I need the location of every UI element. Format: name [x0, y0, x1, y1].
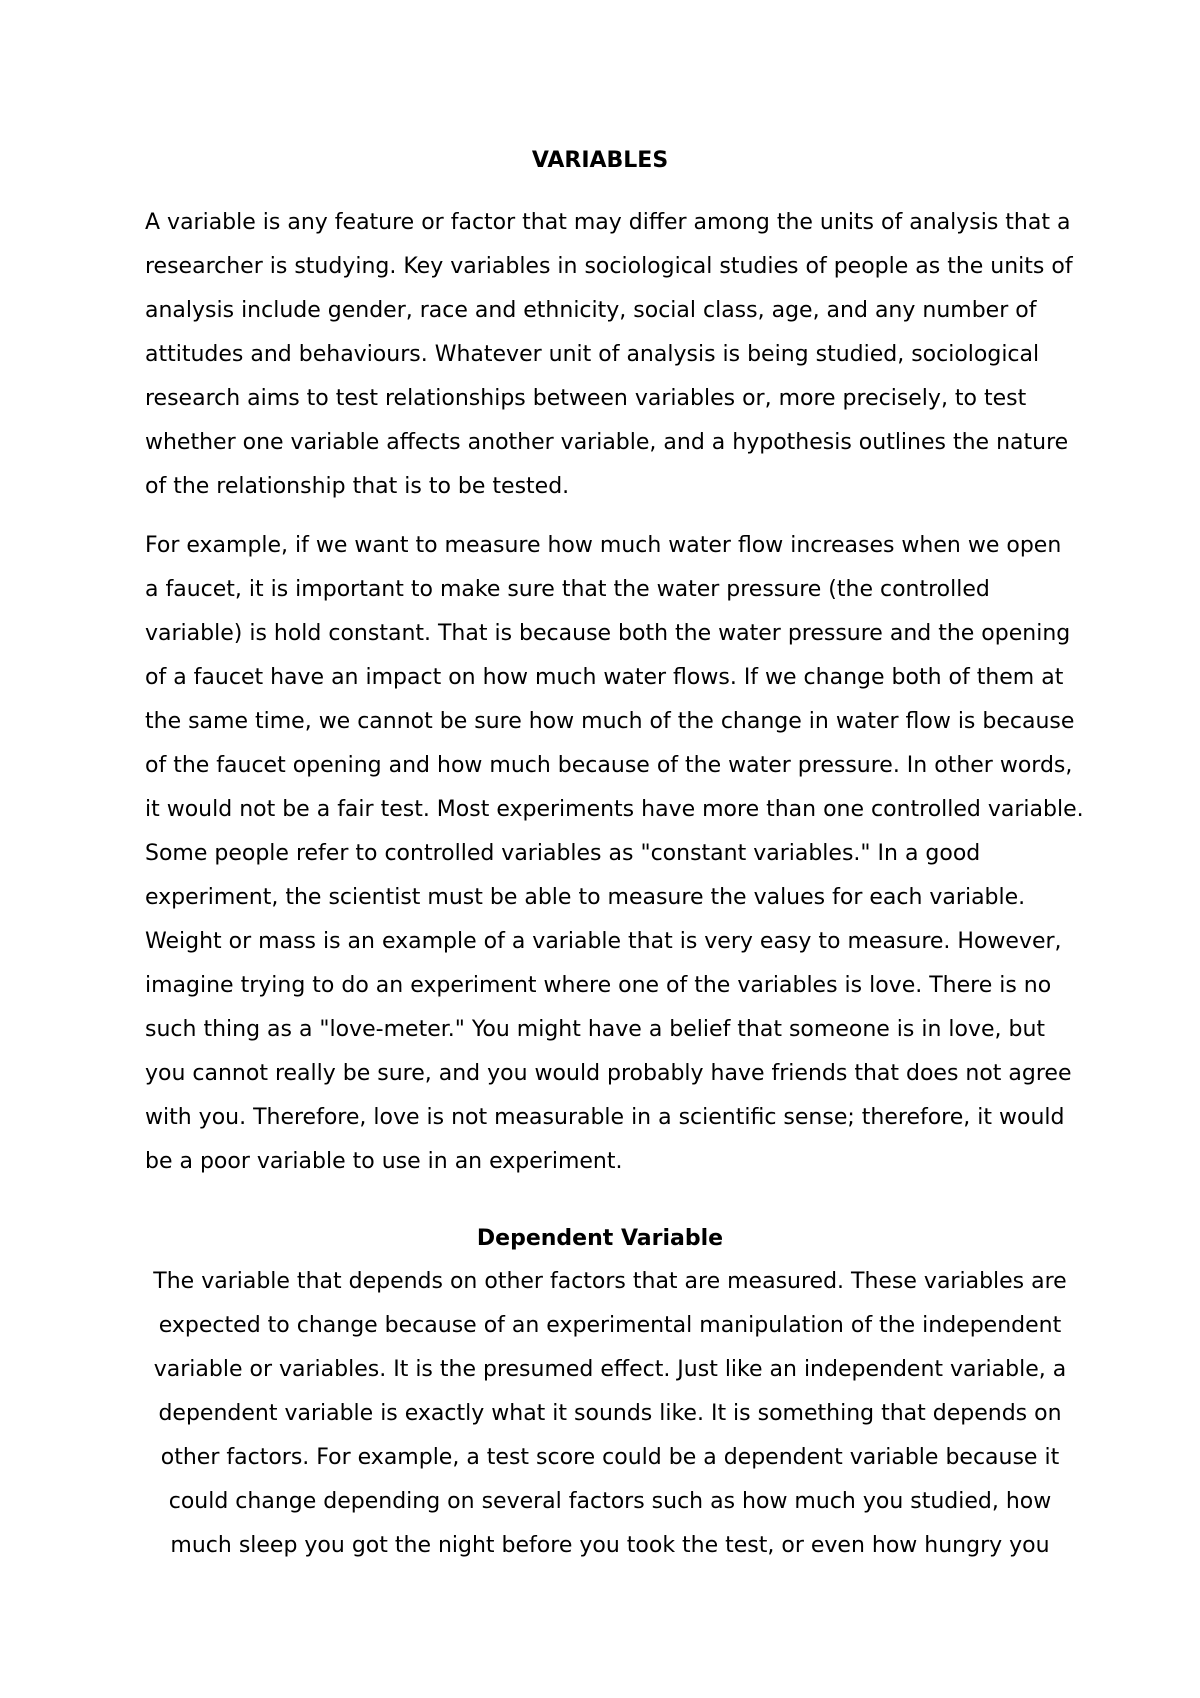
- text-line: dependent variable is exactly what it sounds like. It is something that depends on: [158, 1401, 1062, 1426]
- paragraph-example: [145, 524, 1084, 1184]
- text-line: imagine trying to do an experiment where one of the variables is love. There is no: [145, 973, 1052, 998]
- text-line: Some people refer to controlled variables as "constant variables." In a good: [145, 841, 981, 866]
- text-line: variable or variables. It is the presumed effect. Just like an independent variable, a: [153, 1357, 1067, 1382]
- text-line: a faucet, it is important to make sure that the water pressure (the controlled: [145, 577, 990, 602]
- paragraph-dependent-variable: [140, 1260, 1080, 1568]
- text-line: A variable is any feature or factor that may differ among the units of analysis that a: [145, 210, 1071, 235]
- text-line: experiment, the scientist must be able to measure the values for each variable.: [145, 885, 1026, 910]
- text-line: attitudes and behaviours. Whatever unit of analysis is being studied, sociological: [145, 342, 1040, 367]
- text-line: The variable that depends on other factors that are measured. These variables are: [153, 1269, 1067, 1294]
- text-line: could change depending on several factors such as how much you studied, how: [168, 1489, 1052, 1514]
- text-line: other factors. For example, a test score could be a dependent variable because it: [160, 1445, 1060, 1470]
- text-line: analysis include gender, race and ethnicity, social class, age, and any number of: [145, 298, 1037, 323]
- text-line: be a poor variable to use in an experiment.: [145, 1149, 623, 1174]
- text-line: the same time, we cannot be sure how much of the change in water flow is because: [145, 709, 1075, 734]
- text-line: whether one variable affects another variable, and a hypothesis outlines the nature: [145, 430, 1069, 455]
- text-line: of a faucet have an impact on how much water flows. If we change both of them at: [145, 665, 1064, 690]
- text-line: of the faucet opening and how much because of the water pressure. In other words,: [145, 753, 1073, 778]
- section-heading-dependent-variable: Dependent Variable: [476, 1226, 724, 1251]
- document-title: VARIABLES: [531, 148, 669, 173]
- text-line: of the relationship that is to be tested.: [145, 474, 570, 499]
- text-line: research aims to test relationships between variables or, more precisely, to test: [145, 386, 1027, 411]
- text-line: such thing as a "love-meter." You might have a belief that someone is in love, but: [145, 1017, 1046, 1042]
- text-line: variable) is hold constant. That is because both the water pressure and the opening: [145, 621, 1071, 646]
- text-line: expected to change because of an experimental manipulation of the independent: [158, 1313, 1062, 1338]
- text-line: it would not be a fair test. Most experiments have more than one controlled variable.: [145, 797, 1084, 822]
- text-line: you cannot really be sure, and you would probably have friends that does not agree: [145, 1061, 1072, 1086]
- text-line: with you. Therefore, love is not measurable in a scientific sense; therefore, it would: [145, 1105, 1065, 1130]
- paragraph-variable-definition: [145, 201, 1075, 509]
- text-line: much sleep you got the night before you took the test, or even how hungry you: [170, 1533, 1050, 1558]
- text-line: Weight or mass is an example of a variable that is very easy to measure. However,: [145, 929, 1062, 954]
- text-line: For example, if we want to measure how much water flow increases when we open: [145, 533, 1062, 558]
- text-line: researcher is studying. Key variables in sociological studies of people as the units of: [145, 254, 1073, 279]
